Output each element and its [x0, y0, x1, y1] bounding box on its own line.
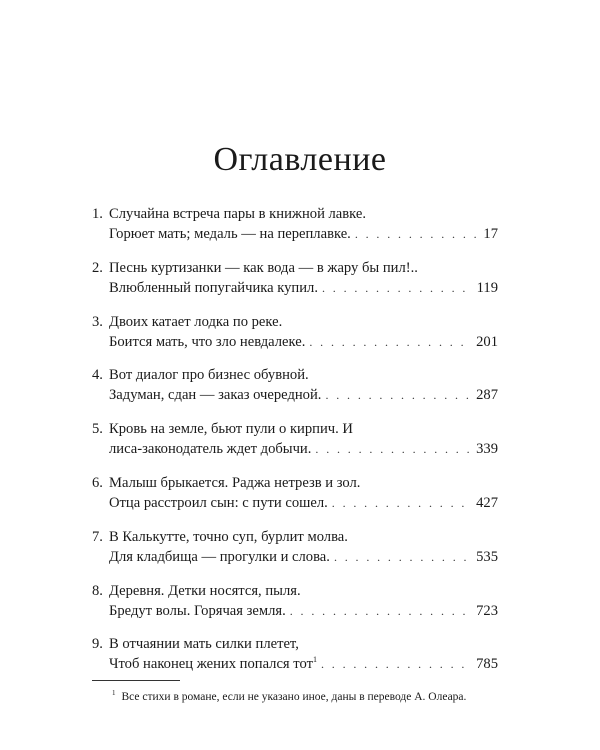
toc-entry-4	[92, 365, 498, 413]
toc-entry-3	[92, 312, 498, 360]
footnote-reference[interactable]: 1	[312, 655, 317, 665]
toc-entry-9	[92, 634, 498, 682]
table-of-contents	[92, 204, 498, 688]
entry-line-2	[109, 547, 498, 567]
entry-number: 3.	[92, 313, 103, 330]
entry-line-2-text: Боится мать, что зло невдалеке.	[109, 333, 306, 350]
entry-line-2	[109, 224, 498, 244]
entry-line-2-text: Бредут волы. Горячая земля.	[109, 602, 286, 619]
entry-page-number: 723	[476, 602, 498, 619]
entry-line-1: В Калькутте, точно суп, бурлит молва.	[109, 528, 348, 545]
entry-line-1: Песнь куртизанки — как вода — в жару бы пил!..	[109, 259, 418, 276]
entry-number: 7.	[92, 528, 103, 545]
entry-page-number: 427	[476, 494, 498, 511]
toc-entry-7	[92, 527, 498, 575]
entry-line-2	[109, 439, 498, 459]
entry-line-2-text	[109, 654, 317, 674]
entry-page-number: 287	[476, 387, 498, 404]
entry-line-2-text: Влюбленный попугайчика купил.	[109, 279, 318, 296]
entry-line-2-text: Для кладбища — прогулки и слова.	[109, 548, 330, 565]
toc-entry-8	[92, 581, 498, 629]
entry-page-number: 785	[476, 656, 498, 673]
entry-page-number: 17	[483, 226, 498, 242]
toc-entry-2	[92, 258, 498, 306]
entry-line-2	[109, 601, 498, 621]
entry-line-2-text: лиса-законодатель ждет добычи.	[109, 441, 312, 458]
entry-line-1: Кровь на земле, бьют пули о кирпич. И	[109, 421, 353, 438]
entry-number: 5.	[92, 421, 103, 438]
entry-number: 6.	[92, 474, 103, 491]
entry-line-2	[109, 332, 498, 352]
entry-page-number: 119	[476, 279, 498, 296]
entry-line-2-text: Задуман, сдан — заказ очередной.	[109, 387, 322, 404]
entry-number: 9.	[92, 636, 103, 653]
dot-leader	[325, 385, 472, 405]
entry-line-2	[109, 278, 498, 298]
dot-leader	[315, 439, 472, 459]
entry-line-2-text: Горюет мать; медаль — на переплавке.	[109, 226, 351, 242]
toc-entry-6	[92, 473, 498, 521]
entry-page-number: 201	[476, 333, 498, 350]
toc-entry-1	[92, 204, 498, 252]
entry-line-2-text: Отца расстроил сын: с пути сошел.	[109, 494, 328, 511]
entry-number: 2.	[92, 259, 103, 276]
entry-line-1: В отчаянии мать силки плетет,	[109, 636, 299, 653]
entry-line-2-words: Чтоб наконец жених попался тот	[109, 656, 313, 673]
page-title: Оглавление	[213, 141, 387, 178]
dot-leader	[322, 278, 473, 298]
entry-line-1: Малыш брыкается. Раджа нетрезв и зол.	[109, 474, 361, 491]
dot-leader	[309, 332, 472, 352]
entry-page-number: 535	[476, 548, 498, 565]
dot-leader	[321, 654, 472, 674]
entry-line-1: Деревня. Детки носятся, пыля.	[109, 582, 301, 599]
footnote-marker: 1	[112, 689, 116, 698]
footnote	[112, 690, 466, 704]
entry-line-1: Вот диалог про бизнес обувной.	[109, 367, 309, 384]
entry-line-2	[109, 493, 498, 513]
dot-leader	[355, 224, 480, 244]
entry-page-number: 339	[476, 441, 498, 458]
dot-leader	[332, 493, 472, 513]
entry-line-2	[109, 654, 498, 674]
footnote-divider	[92, 680, 180, 681]
entry-number: 1.	[92, 206, 103, 222]
entry-number: 8.	[92, 582, 103, 599]
entry-line-2	[109, 385, 498, 405]
toc-entry-5	[92, 419, 498, 467]
entry-number: 4.	[92, 367, 103, 384]
footnote-text: Все стихи в романе, если не указано иное, даны в переводе А. Олеара.	[121, 691, 467, 703]
entry-line-1: Случайна встреча пары в книжной лавке.	[109, 206, 367, 222]
entry-line-1: Двоих катает лодка по реке.	[109, 313, 283, 330]
dot-leader	[334, 547, 472, 567]
dot-leader	[290, 601, 472, 621]
